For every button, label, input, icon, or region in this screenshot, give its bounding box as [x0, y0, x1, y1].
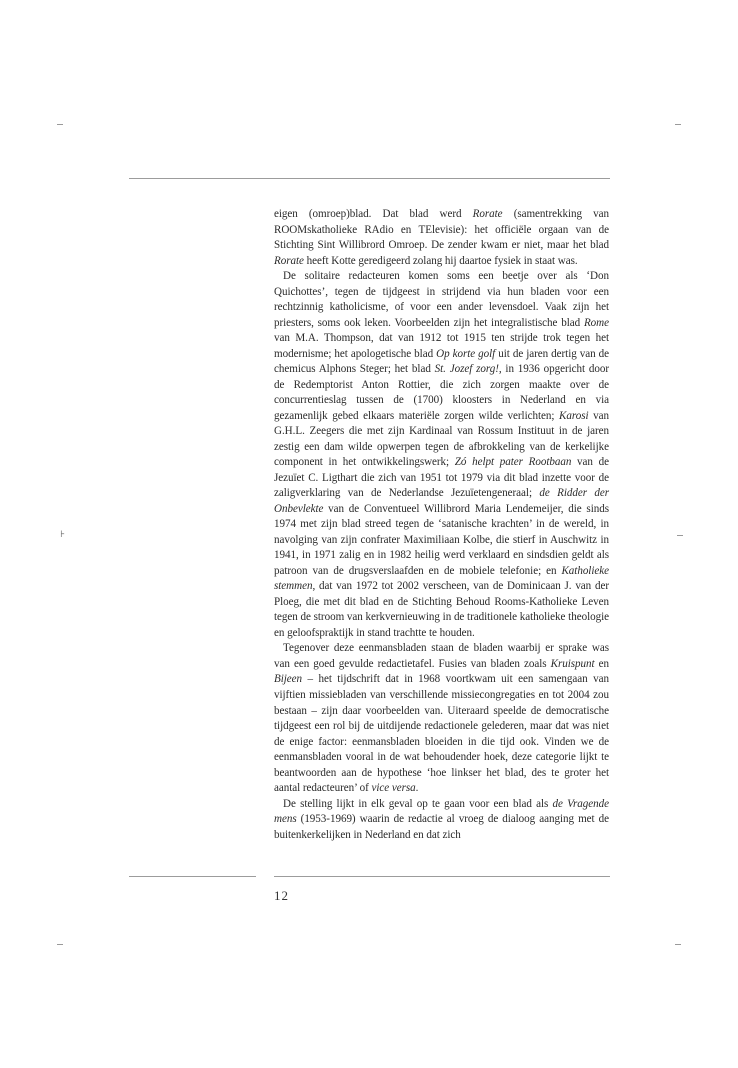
side-registration-mark: ⊦ — [60, 529, 66, 539]
paragraph: De stelling lijkt in elk geval op te gaan voor een blad als de Vragende mens (1953-1969) waarin de redactie al vroeg de dialoog aanging met de buitenkerkelijken in Nederland en dat zich — [274, 797, 610, 841]
body-text — [274, 207, 609, 843]
crop-mark-bottom-right — [675, 944, 681, 945]
paragraph: Tegenover deze eenmansbladen staan de bladen waarbij er sprake was van een goed gevulde redactietafel. Fusies van bladen zoals Kruispunt en Bijeen – het tijdschrift dat in 1968 voortkwam uit een samengaan van vijftien missiebladen van verschillende missiecongregaties en tot 2004 zou bestaan – zijn daar voorbeelden van. Uiteraard speelde de democratische tijdgeest een rol bij de uitdijende redactionele gelederen, maar dat was niet de enige factor: eenmansbladen bloeiden in die tijd ook. Vinden we de eenmansbladen vooral in de wat behoudender hoek, deze categorie lijkt te beantwoorden aan de hypothese ‘hoe linkser het blad, des te groter het aantal redacteuren’ of vice versa. — [274, 642, 609, 795]
footer-rule-left — [129, 876, 256, 877]
crop-mark-mid-right — [677, 535, 683, 536]
header-rule — [129, 178, 610, 179]
paragraph: De solitaire redacteuren komen soms een beetje over als ‘Don Quichottes’, tegen de tijdgeest in strijdend via hun bladen voor een rechtzinnig katholicisme, of voor een ander levensdoel. Vaak zijn het priesters, soms ook leken. Voorbeelden zijn het integralistische blad Rome van M.A. Thompson, dat van 1912 tot 1915 ten strijde trok tegen het modernisme; het apologetische blad Op korte golf uit de jaren dertig van de chemicus Alphons Steger; het blad St. Jozef zorg!, in 1936 opgericht door de Redemptorist Anton Rottier, die zich zorgen maakte over de concurrentieslag tussen de (1700) kloosters in Nederland en via gezamenlijk gebed elkaars materiële zorgen wilde verlichten; Karosi van G.H.L. Zeegers die met zijn Kardinaal van Rossum Instituut in de jaren zestig een dam wilde opwerpen tegen de afbrokkeling van de kerkelijke component in het ontwikkelingswerk; Zó helpt pater Rootbaan van de Jezuïet C. Ligthart die zich van 1951 tot 1979 via dit blad inzette voor de zaligverklaring van de Nederlandse Jezuïetengeneraal; de Ridder der Onbevlekte van de Conventueel Willibrord Maria Lendemeijer, die sinds 1974 met zijn blad streed tegen de ‘satanische krachten’ in de wereld, in navolging van zijn confrater Maximiliaan Kolbe, die stierf in Auschwitz in 1941, in 1971 zalig en in 1982 heilig werd verklaard en sindsdien geldt als patroon van de drugsverslaafden en de mobiele telefonie; en Katholieke stemmen, dat van 1972 tot 2002 verscheen, van de Dominicaan J. van der Ploeg, die met dit blad en de Stichting Behoud Rooms-Katholieke Leven tegen de stroom van kerkvernieuwing in de traditionele katholieke theologie en geloofspraktijk in stand trachtte te houden. — [274, 270, 610, 639]
page-number: 12 — [274, 888, 289, 903]
paragraph: eigen (omroep)blad. Dat blad werd Rorate (samentrekking van ROOMskatholieke RAdio en TElevisie): het officiële orgaan van de Stichting Sint Willibrord Omroep. De zender kwam er niet, maar het blad Rorate heeft Kotte geredigeerd zolang hij daartoe fysiek in staat was. — [274, 208, 610, 267]
crop-mark-top-left — [57, 124, 63, 125]
footer-rule-right — [274, 876, 610, 877]
crop-mark-bottom-left — [57, 944, 63, 945]
crop-mark-top-right — [675, 124, 681, 125]
